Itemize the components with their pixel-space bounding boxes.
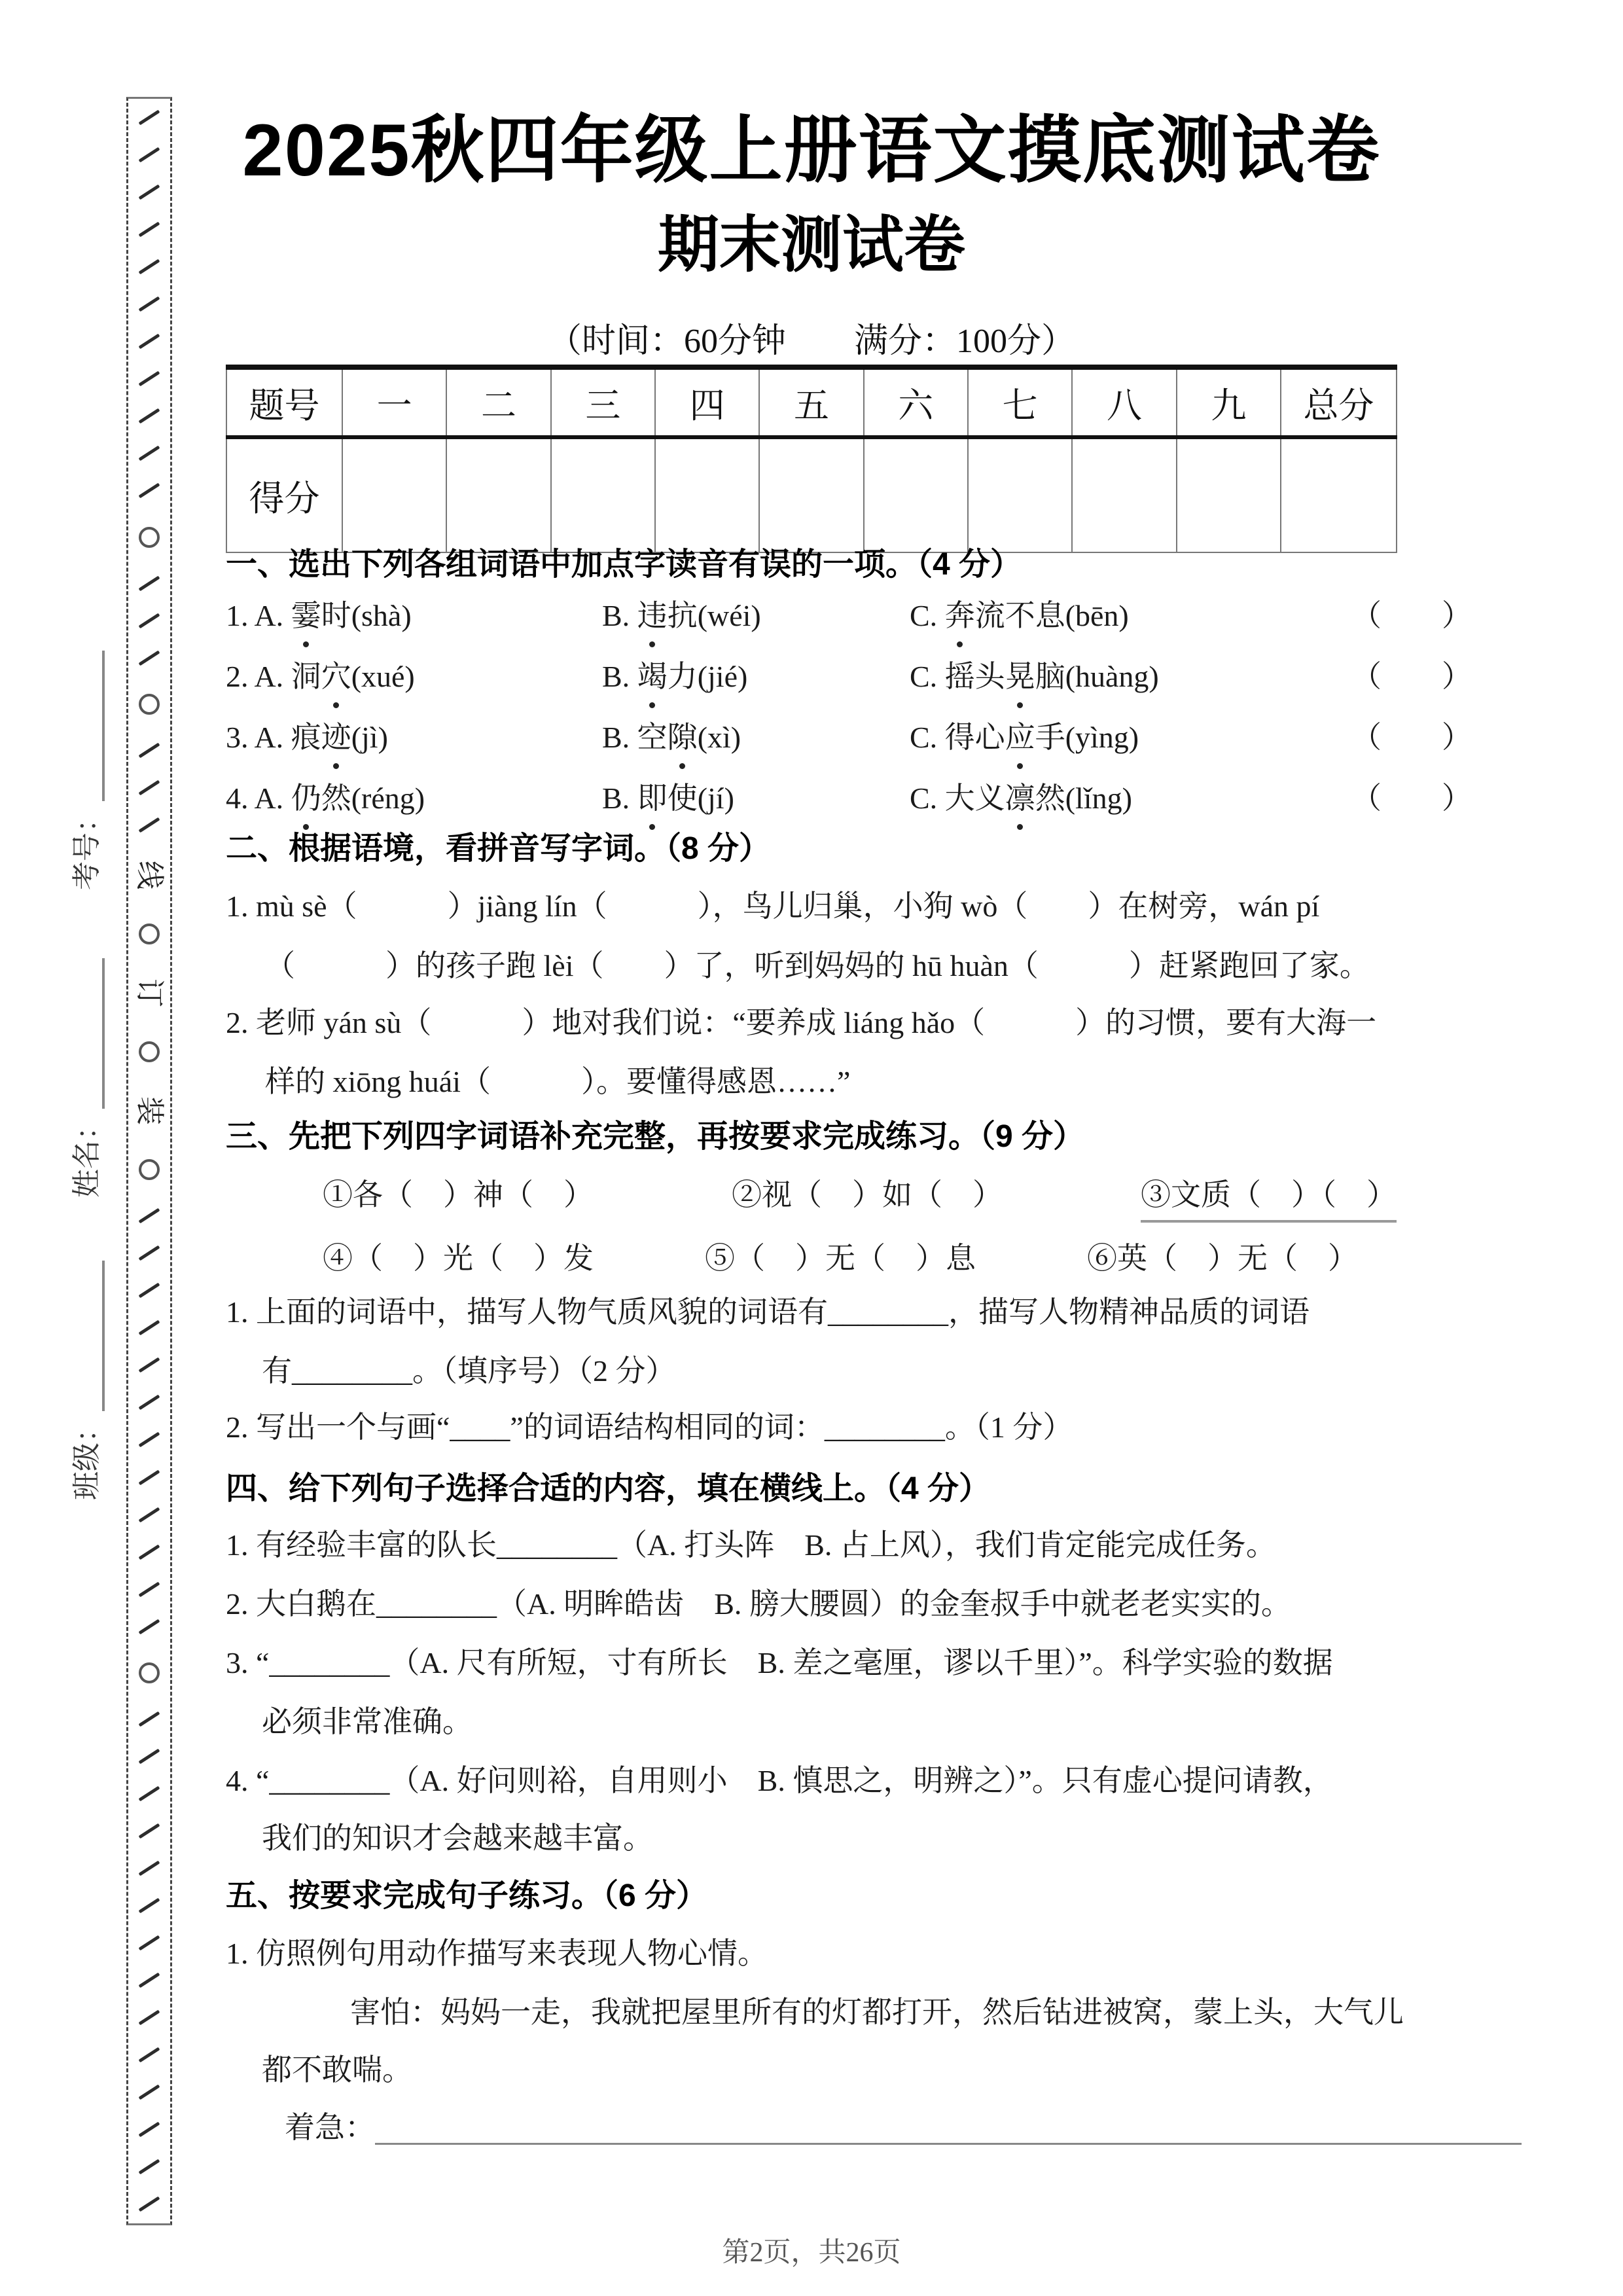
score-col-4: 四 [655,367,759,437]
class-blank [69,1261,105,1411]
strip-slash [139,1246,160,1261]
strip-slash [139,1507,160,1522]
page-title: 2025秋四年级上册语文摸底测试卷 [242,109,1381,191]
strip-slash [139,780,160,795]
section5-heading: 五、按要求完成句子练习。（6 分） [226,1878,708,1913]
section4-item4-line1: 4. “________（A. 好问则裕，自用则小 B. 慎思之，明辨之）”。只有虚心提问请教， [226,1764,1333,1797]
option-b: B. 空隙(xì) [602,716,910,760]
student-name-field [59,923,105,1198]
strip-slash [139,1357,160,1373]
score-cell [655,437,759,552]
section1-row-3 [226,716,1472,760]
section3-q1-line1: 1. 上面的词语中，描写人物气质风貌的词语有________，描写人物精神品质的词语 [226,1295,1310,1329]
strip-slash [139,1711,160,1727]
option-a: 4. A. 仍然(réng) [226,777,602,821]
score-table [226,365,1397,553]
strip-slash [139,2047,160,2063]
score-table-header-row [226,367,1397,437]
score-col-1: 一 [342,367,446,437]
strip-slash [139,110,160,126]
score-cell [551,437,655,552]
strip-circle-icon [139,694,160,715]
strip-slash [139,222,160,238]
fill-item-3-underlined: ③文质（ ）（ ） [1141,1174,1397,1223]
strip-slash [139,1469,160,1485]
score-cell [864,437,968,552]
option-a: 2. A. 洞穴(xué) [226,655,602,699]
score-cell [759,437,863,552]
section1-row-2 [226,655,1472,699]
strip-slash [139,1320,160,1336]
strip-slash [139,575,160,591]
strip-slash [139,371,160,387]
strip-char-ding: 订 [134,978,166,1007]
strip-slash [139,2122,160,2138]
answer-bracket: （ ） [1351,721,1472,754]
strip-slash [139,483,160,499]
strip-slash [139,1861,160,1876]
section4-heading: 四、给下列句子选择合适的内容，填在横线上。（4 分） [226,1471,991,1506]
strip-slash [139,147,160,163]
section2-heading: 二、根据语境，看拼音写字词。（8 分） [226,831,771,866]
strip-slash [139,1748,160,1764]
fill-item-2: ②视（ ）如（ ） [732,1178,1003,1211]
section3-q1-line2: 有________。（填序号）（2 分） [262,1354,676,1388]
score-cell [1177,437,1281,552]
option-a: 1. A. 霎时(shà) [226,594,602,638]
strip-slash [139,334,160,350]
score-cell [446,437,550,552]
option-a: 3. A. 痕迹(jì) [226,716,602,760]
answer-rule-line [375,2109,1522,2145]
strip-slash [139,1395,160,1410]
student-name-blank [69,958,105,1109]
strip-slash [139,613,160,628]
strip-slash [139,742,160,758]
score-cell [342,437,446,552]
strip-char-zhuang: 装 [134,1096,166,1126]
score-cell [968,437,1072,552]
score-row-label: 得分 [226,437,342,552]
score-col-8: 八 [1072,367,1176,437]
section4-item3-line2: 必须非常准确。 [262,1705,473,1738]
strip-slash [139,296,160,312]
page-number: 第2页，共26页 [722,2238,901,2268]
strip-slash [139,1823,160,1839]
score-col-total: 总分 [1281,367,1397,437]
page-subtitle: 期末测试卷 [657,210,965,279]
section2-item1-line2: （ ）的孩子跑 lèi（ ）了，听到妈妈的 hū huàn（ ）赶紧跑回了家。 [265,949,1370,982]
section5-anxious-line [226,2106,1522,2150]
strip-slash [139,408,160,424]
strip-slash [139,1581,160,1597]
answer-bracket: （ ） [1351,599,1472,632]
option-c: C. 奔流不息(bēn) [910,594,1351,638]
strip-slash [139,817,160,833]
section1-row-1 [226,594,1472,638]
strip-slash [139,446,160,461]
section4-item3-line1: 3. “________（A. 尺有所短，寸有所长 B. 差之毫厘，谬以千里）”。科学实验的数据 [226,1646,1333,1679]
fill-item-1: ①各（ ）神（ ） [323,1178,594,1211]
score-col-9: 九 [1177,367,1281,437]
score-col-2: 二 [446,367,550,437]
class-label: 班级： [71,1414,103,1500]
section2-item2-line2: 样的 xiōng huái（ ）。要懂得感恩……” [265,1065,851,1098]
student-name-label: 姓名： [71,1111,103,1198]
strip-slash [139,259,160,275]
option-b: B. 即使(jí) [602,777,910,821]
strip-char-line: 线 [134,860,166,889]
strip-slash [139,2010,160,2026]
fill-item-6: ⑥英（ ）无（ ） [1087,1242,1358,1275]
section5-example-line1: 害怕：妈妈一走，我就把屋里所有的灯都打开，然后钻进被窝，蒙上头，大气儿 [350,1996,1404,2029]
option-c: C. 大义凛然(lǐng) [910,777,1351,821]
time-score-meta: （时间：60分钟 满分：100分） [547,323,1075,360]
section3-fill-line2 [226,1237,1469,1281]
answer-bracket: （ ） [1351,781,1472,815]
section4-item1: 1. 有经验丰富的队长________（A. 打头阵 B. 占上风），我们肯定能完成任务。 [226,1528,1276,1562]
strip-circle-icon [139,1041,160,1062]
option-c: C. 摇头晃脑(huàng) [910,655,1351,699]
section3-q2: 2. 写出一个与画“____”的词语结构相同的词：________。（1 分） [226,1410,1073,1444]
score-cell [1072,437,1176,552]
option-b: B. 违抗(wéi) [602,594,910,638]
exam-number-label: 考号： [71,804,103,890]
section5-q1: 1. 仿照例句用动作描写来表现人物心情。 [226,1937,768,1970]
score-table-corner: 题号 [226,367,342,437]
exam-number-blank [69,651,105,801]
strip-slash [139,1785,160,1801]
strip-circle-icon [139,1662,160,1683]
section2-item2-line1: 2. 老师 yán sù（ ）地对我们说：“要养成 liáng hǎo（ ）的习惯，要有大海一 [226,1006,1377,1039]
section5-example-line2: 都不敢喘。 [262,2053,412,2087]
strip-slash [139,2159,160,2175]
option-c: C. 得心应手(yìng) [910,716,1351,760]
strip-slash [139,1935,160,1951]
strip-slash [139,2085,160,2100]
strip-slash [139,1898,160,1914]
strip-slash [139,1973,160,1988]
score-table-score-row [226,437,1397,552]
option-b: B. 竭力(jié) [602,655,910,699]
fill-item-4: ④（ ）光（ ）发 [323,1242,594,1275]
strip-slash [139,1619,160,1634]
strip-slash [139,650,160,666]
strip-slash [139,185,160,200]
strip-circle-icon [139,924,160,944]
answer-bracket: （ ） [1351,660,1472,693]
binding-strip [126,97,172,2225]
section1-row-4 [226,777,1472,821]
strip-slash [139,1544,160,1560]
score-cell [1281,437,1397,552]
fill-item-5: ⑤（ ）无（ ）息 [705,1242,976,1275]
section4-item2: 2. 大白鹅在________（A. 明眸皓齿 B. 膀大腰圆）的金奎叔手中就老老实实的。 [226,1587,1291,1621]
score-col-5: 五 [759,367,863,437]
strip-slash [139,1208,160,1224]
section1-heading: 一、选出下列各组词语中加点字读音有误的一项。（4 分） [226,547,1022,582]
strip-slash [139,2197,160,2212]
section4-item4-line2: 我们的知识才会越来越丰富。 [262,1821,653,1855]
section3-heading: 三、先把下列四字词语补充完整，再按要求完成练习。（9 分） [226,1119,1085,1154]
strip-slash [139,1432,160,1448]
strip-circle-icon [139,527,160,548]
strip-circle-icon [139,1159,160,1180]
class-field [59,1225,105,1500]
score-col-7: 七 [968,367,1072,437]
section3-fill-line1 [226,1174,1469,1223]
section2-item1-line1: 1. mù sè（ ）jiàng lín（ ），鸟儿归巢，小狗 wò（ ）在树旁，wán pí [226,889,1320,923]
strip-slash [139,1283,160,1299]
score-col-3: 三 [551,367,655,437]
exam-number-field [59,615,105,890]
score-col-6: 六 [864,367,968,437]
anxious-label: 着急： [285,2111,375,2144]
